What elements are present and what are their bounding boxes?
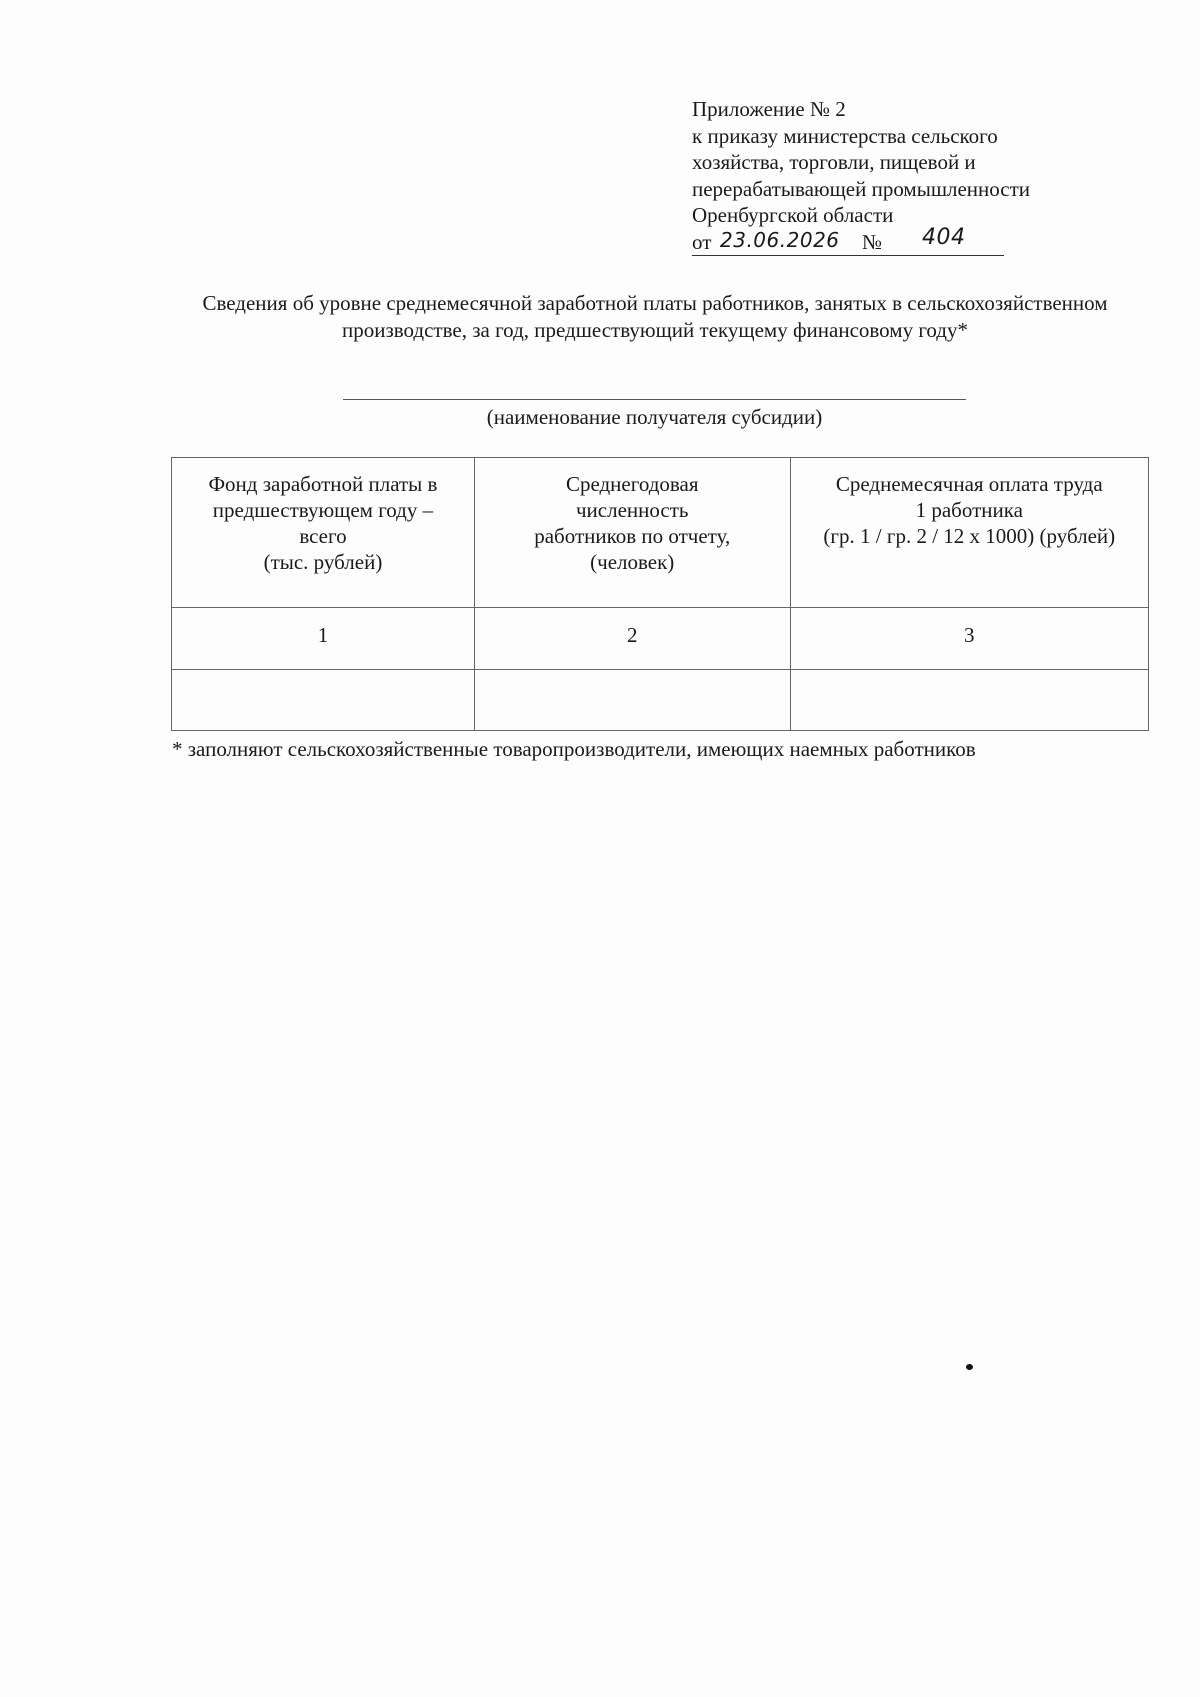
- table-cell[interactable]: [172, 670, 475, 731]
- table-row: [172, 670, 1149, 731]
- appendix-line: Оренбургской области: [692, 203, 894, 227]
- order-number: 404: [922, 224, 966, 250]
- order-number-sign: №: [862, 229, 883, 254]
- appendix-line: Приложение № 2: [692, 97, 846, 121]
- table-cell[interactable]: [790, 670, 1148, 731]
- stray-mark: [966, 1364, 973, 1370]
- header-text: Фонд заработной платы в: [208, 472, 438, 496]
- header-monthly-pay: [790, 458, 1148, 608]
- document-title: Сведения об уровне среднемесячной заработной платы работников, занятых в сельскохозяйственном производстве, за год, предшествующий текущему финансовому году*: [202, 291, 1108, 342]
- header-headcount: [474, 458, 790, 608]
- column-number: 3: [790, 608, 1148, 670]
- footnote: * заполняют сельскохозяйственные товаропроизводители, имеющих наемных работников: [172, 737, 976, 761]
- header-text: численность: [575, 498, 689, 522]
- header-text: 1 работника: [915, 498, 1023, 522]
- appendix-line: перерабатывающей промышленности: [692, 176, 1031, 201]
- appendix-line: хозяйства, торговли, пищевой и: [692, 150, 976, 174]
- recipient-label: (наименование получателя субсидии): [486, 405, 823, 429]
- header-text: работников по отчету,: [534, 524, 731, 548]
- appendix-line: к приказу министерства сельского: [692, 123, 998, 148]
- order-reference: [692, 224, 1004, 256]
- appendix-block: [692, 96, 1112, 256]
- recipient-name-line: [343, 399, 966, 400]
- header-text: (тыс. рублей): [263, 550, 383, 574]
- table-cell[interactable]: [474, 670, 790, 731]
- header-text: всего: [299, 524, 347, 548]
- salary-table: [171, 457, 1149, 731]
- table-header-row: [172, 458, 1149, 608]
- order-prefix: от: [692, 229, 712, 254]
- header-text: Среднемесячная оплата труда: [835, 472, 1103, 496]
- table-row: [172, 608, 1149, 670]
- column-number: 2: [474, 608, 790, 670]
- header-wage-fund: [172, 458, 475, 608]
- column-number: 1: [172, 608, 475, 670]
- order-date: 23.06.2026: [720, 227, 840, 252]
- header-text: Среднегодовая: [565, 472, 699, 496]
- header-text: предшествующем году –: [212, 498, 434, 522]
- header-text: (человек): [590, 550, 675, 574]
- header-text: (гр. 1 / гр. 2 / 12 х 1000) (рублей): [823, 524, 1116, 548]
